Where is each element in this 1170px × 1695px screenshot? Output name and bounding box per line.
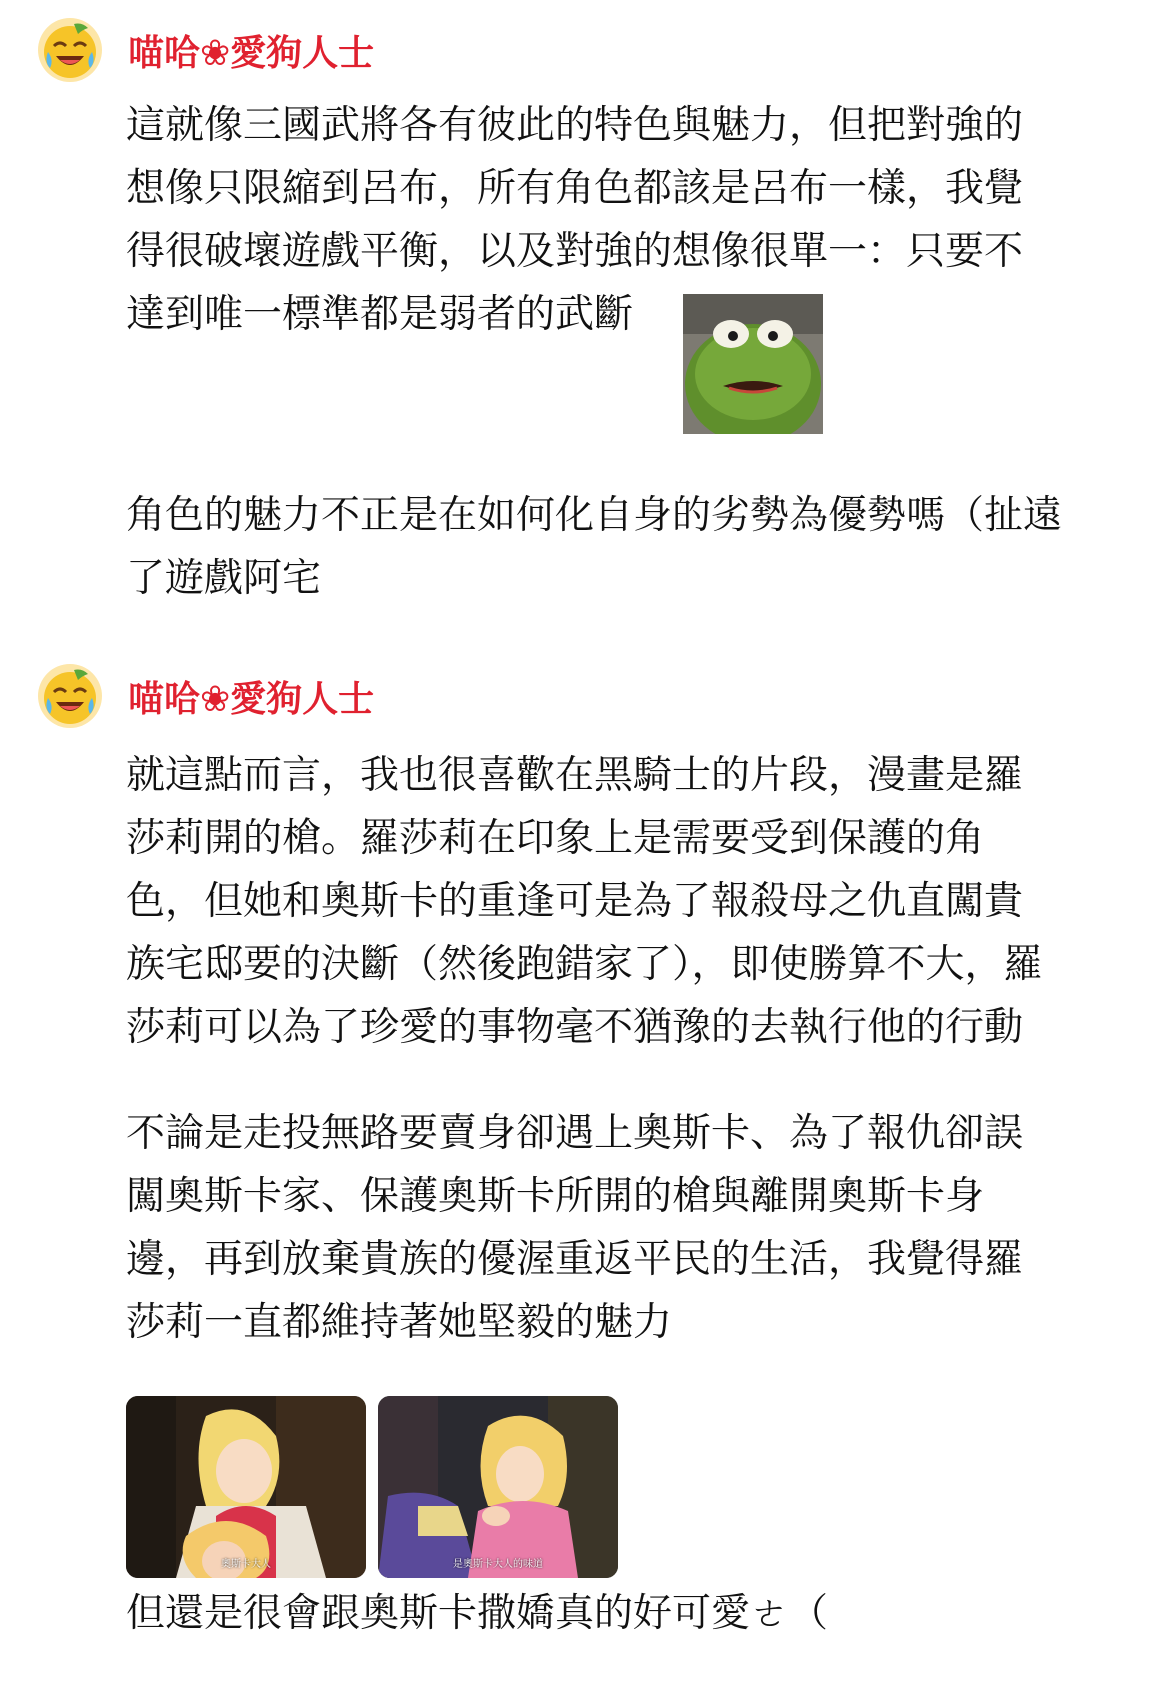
image-attachments bbox=[126, 1396, 618, 1578]
user-avatar[interactable] bbox=[38, 18, 102, 82]
message-header bbox=[38, 664, 374, 728]
laughing-crying-emoji-icon bbox=[38, 18, 102, 82]
attached-image[interactable] bbox=[378, 1396, 618, 1578]
message-body bbox=[126, 94, 1136, 346]
message-body bbox=[126, 484, 1136, 610]
message-body bbox=[126, 1102, 1136, 1354]
image-caption: 奧斯卡大人 bbox=[221, 1559, 271, 1570]
username[interactable]: 喵哈❀愛狗人士 bbox=[128, 678, 375, 720]
attached-image[interactable] bbox=[126, 1396, 366, 1578]
message-paragraph: 就這點而言，我也很喜歡在黑騎士的片段，漫畫是羅 莎莉開的槍。羅莎莉在印象上是需要受到保護的角 色，但她和奧斯卡的重逢可是為了報殺母之仇直闖貴 族宅邸要的決斷（然後跑錯家了），即使勝算不大，羅 莎莉可以為了珍愛的事物毫不猶豫的去執行他的行動 bbox=[126, 753, 1043, 1050]
username[interactable]: 喵哈❀愛狗人士 bbox=[128, 32, 375, 74]
kermit-frog-sticker[interactable] bbox=[683, 294, 823, 434]
message-body bbox=[126, 1582, 1136, 1645]
image-caption: 是奧斯卡大人的味道 bbox=[453, 1559, 543, 1570]
message-paragraph: 這就像三國武將各有彼此的特色與魅力，但把對強的 想像只限縮到呂布，所有角色都該是呂布一樣，我覺 得很破壞遊戲平衡，以及對強的想像很單一：只要不 達到唯一標準都是弱者的武斷 bbox=[126, 103, 1024, 337]
message-paragraph: 但還是很會跟奧斯卡撒嬌真的好可愛ㄜ（ bbox=[126, 1591, 829, 1636]
message-header bbox=[38, 18, 374, 82]
user-avatar[interactable] bbox=[38, 664, 102, 728]
message-paragraph: 不論是走投無路要賣身卻遇上奧斯卡、為了報仇卻誤 闖奧斯卡家、保護奧斯卡所開的槍與離開奧斯卡身 邊，再到放棄貴族的優渥重返平民的生活，我覺得羅 莎莉一直都維持著她堅毅的魅力 bbox=[126, 1111, 1024, 1345]
message-body bbox=[126, 744, 1136, 1059]
message-paragraph: 角色的魅力不正是在如何化自身的劣勢為優勢嗎（扯遠 了遊戲阿宅 bbox=[126, 493, 1063, 601]
laughing-crying-emoji-icon bbox=[38, 664, 102, 728]
